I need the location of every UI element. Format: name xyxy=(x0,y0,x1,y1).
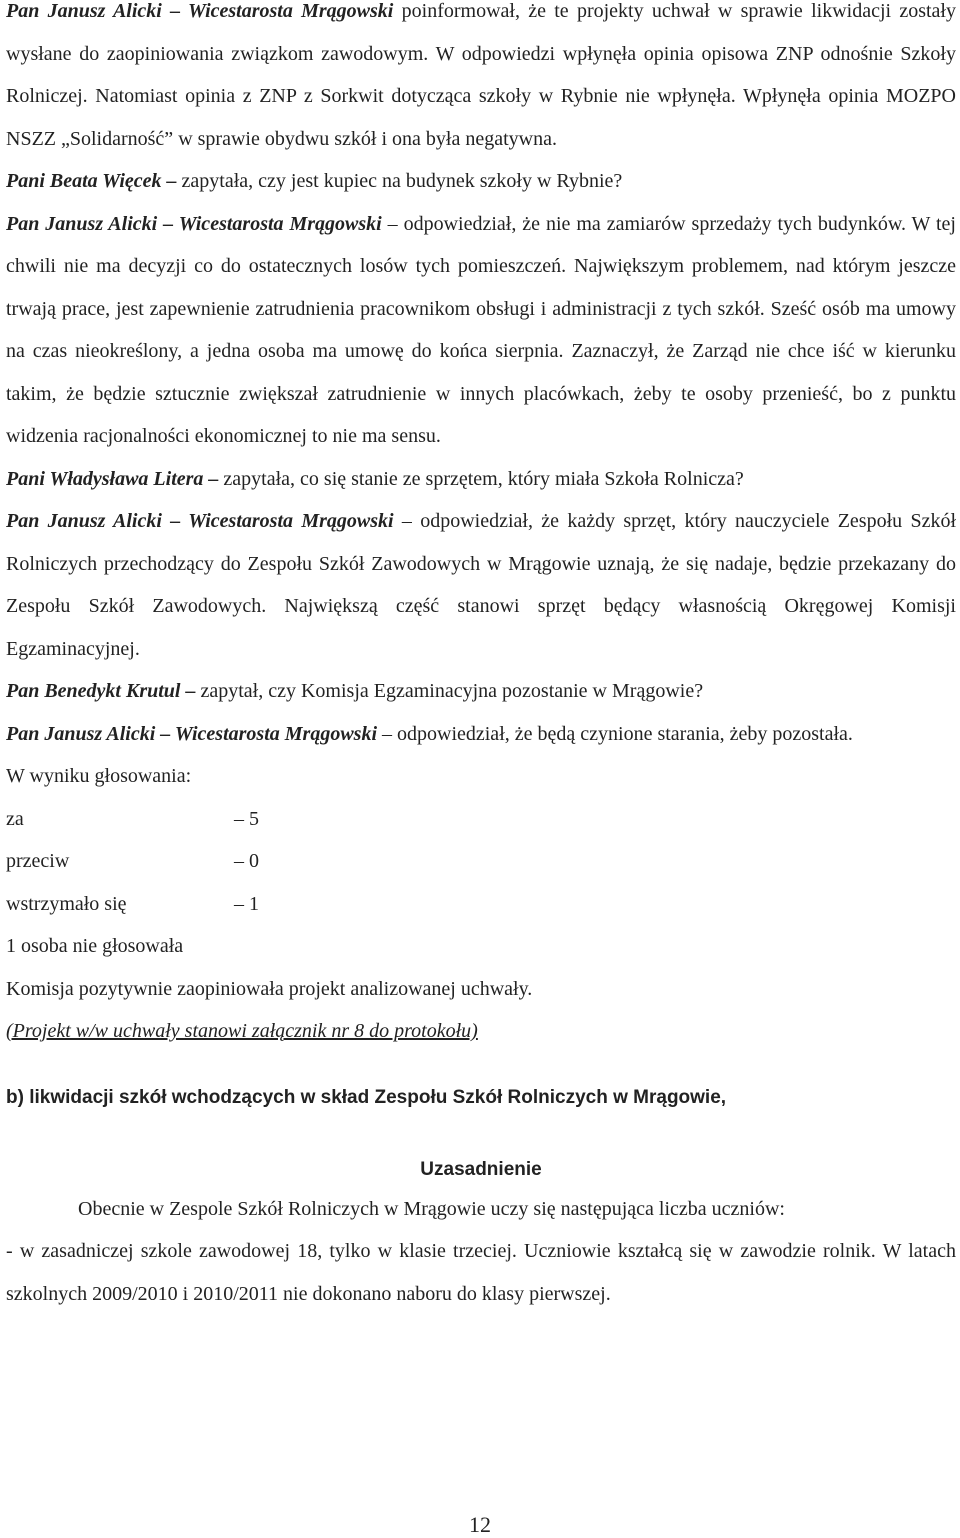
speaker-name: Pani Władysława Litera – xyxy=(6,467,219,490)
vote-value: – 5 xyxy=(234,807,259,830)
not-voted-line: 1 osoba nie głosowała xyxy=(6,935,184,957)
section-body: - w zasadniczej szkole zawodowej 18, tylko w klasie trzeciej. Uczniowie kształcą się w zawodzie rolnik. W latach szkolnych 2009/2010 i 2010/2011 nie dokonano naboru do klasy pierwszej. xyxy=(6,1240,956,1305)
paragraph-text: – odpowiedział, że będą czynione starania, żeby pozostała. xyxy=(377,722,853,745)
section-subheading: Uzasadnienie xyxy=(420,1158,542,1180)
paragraph-question-commission xyxy=(6,670,956,713)
vote-label: za xyxy=(6,807,24,830)
section-intro: Obecnie w Zespole Szkół Rolniczych w Mrągowie uczy się następująca liczba uczniów: xyxy=(78,1197,785,1220)
paragraph-answer-buildings xyxy=(6,203,956,458)
section-heading: b) likwidacji szkół wchodzących w skład Zespołu Szkół Rolniczych w Mrągowie, xyxy=(6,1086,727,1108)
speaker-name: Pan Janusz Alicki – Wicestarosta Mrągowski xyxy=(6,212,382,235)
vote-value: – 0 xyxy=(234,850,259,872)
voting-result: Komisja pozytywnie zaopiniowała projekt analizowanej uchwały. xyxy=(6,977,533,1000)
paragraph-text: – odpowiedział, że każdy sprzęt, który nauczyciele Zespołu Szkół Rolniczych przechodzący do Zespołu Szkół Zawodowych w Mrągowie uznają, że się nadaje, będzie przekazany do Zespołu Szkół Zawodowych. Największą część stanowi sprzęt będący własnością Okręgowej Komisji Egzaminacyjnej. xyxy=(6,510,956,660)
paragraph-answer-commission xyxy=(6,713,956,756)
paragraph-vice-starost-info xyxy=(6,0,956,160)
speaker-name: Pani Beata Więcek – xyxy=(6,170,177,192)
paragraph-text: zapytała, czy jest kupiec na budynek szkoły w Rybnie? xyxy=(176,170,623,192)
speaker-name: Pan Janusz Alicki – Wicestarosta Mrągowski xyxy=(6,510,394,532)
vote-row-against xyxy=(6,840,956,883)
vote-value: – 1 xyxy=(234,892,259,915)
paragraph-text: poinformował, że te projekty uchwał w sprawie likwidacji zostały wysłane do zaopiniowania związkom zawodowym. W odpowiedzi wpłynęła opinia opisowa ZNP odnośnie Szkoły Rolniczej. Natomiast opinia z ZNP z Sorkwit dotycząca szkoły w Rybnie nie wpłynęła. Wpłynęła opinia MOZPO NSZZ „Solidarność” w sprawie obydwu szkół i ona była negatywna. xyxy=(6,0,956,150)
speaker-name: Pan Benedykt Krutul – xyxy=(6,680,196,702)
vote-row-abstained xyxy=(6,883,956,926)
paragraph-question-equipment xyxy=(6,458,956,501)
vote-label: wstrzymało się xyxy=(6,892,127,915)
paragraph-text: zapytał, czy Komisja Egzaminacyjna pozostanie w Mrągowie? xyxy=(195,680,704,702)
speaker-name: Pan Janusz Alicki – Wicestarosta Mrągowski xyxy=(6,0,394,22)
paragraph-answer-equipment xyxy=(6,500,956,670)
document-page xyxy=(6,0,956,1315)
attachment-note: (Projekt w/w uchwały stanowi załącznik nr 8 do protokołu) xyxy=(6,1020,478,1042)
vote-label: przeciw xyxy=(6,850,70,872)
page-number: 12 xyxy=(469,1512,491,1537)
paragraph-text: – odpowiedział, że nie ma zamiarów sprzedaży tych budynków. W tej chwili nie ma decyzji co do ostatecznych losów tych pomieszczeń. Największym problemem, nad którym jeszcze trwają prace, jest zapewnienie zatrudnienia pracownikom obsługi i administracji z tych szkół. Sześć osób ma umowy na czas nieokreślony, a jedna osoba ma umowę do końca sierpnia. Zaznaczył, że Zarząd nie chce iść w kierunku takim, że będzie sztucznie zwiększał zatrudnienie w innych placówkach, żeby te osoby przenieść, bo z punktu widzenia racjonalności ekonomicznej to nie ma sensu. xyxy=(6,212,956,447)
speaker-name: Pan Janusz Alicki – Wicestarosta Mrągowski xyxy=(6,722,377,745)
vote-row-for xyxy=(6,798,956,841)
paragraph-text: zapytała, co się stanie ze sprzętem, który miała Szkoła Rolnicza? xyxy=(218,467,744,490)
paragraph-question-buyer xyxy=(6,160,956,203)
voting-intro: W wyniku głosowania: xyxy=(6,765,192,787)
